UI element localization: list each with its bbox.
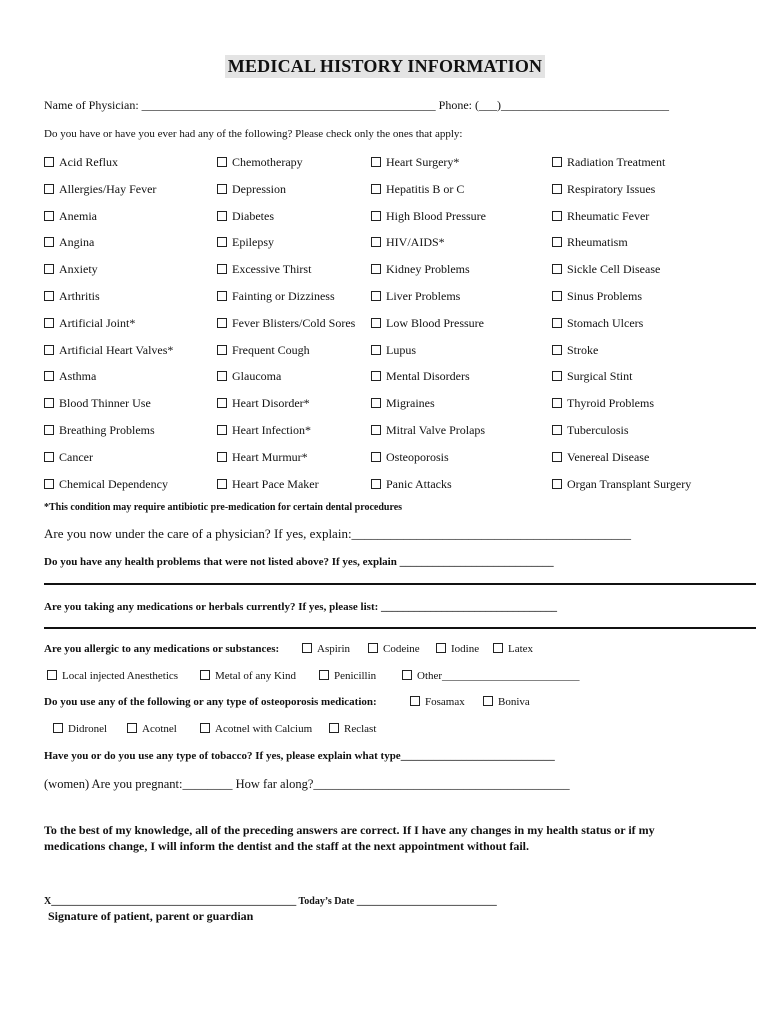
condition-item[interactable]	[217, 289, 335, 304]
condition-item[interactable]	[44, 369, 96, 384]
checkbox[interactable]	[552, 318, 562, 328]
question-health-problems[interactable]: Do you have any health problems that were not listed above? If yes, explain ____________________________	[44, 556, 554, 568]
condition-label: Diabetes	[232, 208, 274, 223]
condition-label: Lupus	[386, 342, 416, 357]
divider-1	[44, 583, 756, 585]
allergy-option-local-anesthetics[interactable]: Local injected Anesthetics	[47, 670, 178, 682]
checkbox[interactable]	[217, 371, 227, 381]
condition-label: Low Blood Pressure	[386, 315, 484, 330]
checkbox[interactable]	[217, 291, 227, 301]
allergy-option-iodine[interactable]: Iodine	[436, 643, 479, 655]
checkbox[interactable]	[44, 318, 54, 328]
checkbox[interactable]	[217, 157, 227, 167]
checkbox[interactable]	[217, 184, 227, 194]
checkbox[interactable]	[552, 291, 562, 301]
condition-label: Anemia	[59, 208, 97, 223]
question-tobacco[interactable]: Have you or do you use any type of tobacco? If yes, please explain what type____________________________	[44, 750, 555, 762]
checkbox[interactable]	[552, 371, 562, 381]
condition-label: Glaucoma	[232, 369, 282, 384]
checkbox[interactable]	[44, 479, 54, 489]
condition-label: Fever Blisters/Cold Sores	[232, 315, 356, 330]
signature-label: Signature of patient, parent or guardian	[48, 909, 254, 923]
checkbox[interactable]	[127, 723, 137, 733]
condition-label: Rheumatism	[567, 235, 628, 250]
condition-item[interactable]	[217, 235, 274, 250]
condition-item[interactable]	[44, 289, 100, 304]
checkbox[interactable]	[329, 723, 339, 733]
condition-item[interactable]	[371, 477, 452, 492]
condition-item[interactable]	[217, 450, 308, 465]
checkbox[interactable]	[371, 398, 381, 408]
condition-label: Mental Disorders	[386, 369, 470, 384]
checkbox[interactable]	[552, 184, 562, 194]
checkbox[interactable]	[44, 211, 54, 221]
condition-item[interactable]	[371, 369, 470, 384]
condition-label: Mitral Valve Prolaps	[386, 423, 486, 437]
checkbox[interactable]	[371, 184, 381, 194]
condition-item[interactable]	[371, 209, 486, 224]
condition-item[interactable]	[371, 155, 459, 170]
condition-item[interactable]	[44, 209, 97, 224]
osteo-option-didronel[interactable]: Didronel	[53, 723, 107, 735]
condition-item[interactable]	[552, 289, 642, 304]
condition-item[interactable]	[552, 423, 629, 438]
checkbox[interactable]	[47, 670, 57, 680]
checkbox[interactable]	[371, 371, 381, 381]
osteo-option-reclast[interactable]: Reclast	[329, 723, 376, 735]
condition-item[interactable]	[552, 155, 665, 170]
checkbox[interactable]	[200, 670, 210, 680]
condition-item[interactable]	[552, 235, 628, 250]
condition-label: Organ Transplant Surgery	[567, 476, 692, 491]
checkbox[interactable]	[217, 345, 227, 355]
checkbox[interactable]	[371, 318, 381, 328]
condition-label: Tuberculosis	[567, 423, 629, 437]
condition-item[interactable]	[552, 316, 643, 331]
condition-item[interactable]	[44, 423, 155, 438]
checkbox[interactable]	[217, 425, 227, 435]
condition-item[interactable]	[371, 396, 435, 411]
condition-item[interactable]	[371, 289, 460, 304]
condition-label: Arthritis	[59, 289, 100, 303]
checkbox[interactable]	[552, 211, 562, 221]
allergy-option-aspirin[interactable]: Aspirin	[302, 643, 350, 655]
signature-line[interactable]: X_________________________________________________ Today’s Date ____________________________	[44, 896, 497, 907]
checkbox[interactable]	[552, 157, 562, 167]
condition-item[interactable]	[44, 343, 173, 358]
checkbox[interactable]	[319, 670, 329, 680]
checkbox[interactable]	[44, 264, 54, 274]
condition-item[interactable]	[44, 450, 93, 465]
condition-label: Depression	[232, 181, 286, 196]
instructions: Do you have or have you ever had any of the following? Please check only the ones that apply:	[44, 128, 463, 140]
condition-label: Acid Reflux	[59, 155, 118, 169]
condition-item[interactable]	[552, 343, 598, 358]
allergy-option-codeine[interactable]: Codeine	[368, 643, 420, 655]
condition-item[interactable]	[44, 477, 168, 492]
condition-label: Stroke	[567, 342, 599, 357]
question-physician-care[interactable]: Are you now under the care of a physician? If yes, explain:___________________________________________	[44, 526, 632, 541]
condition-label: Excessive Thirst	[232, 262, 312, 277]
checkbox[interactable]	[371, 452, 381, 462]
allergy-option-other[interactable]: Other_________________________	[402, 670, 580, 682]
condition-label: Sinus Problems	[567, 289, 643, 303]
condition-item[interactable]	[44, 396, 151, 411]
condition-item[interactable]	[552, 369, 632, 384]
checkbox[interactable]	[371, 291, 381, 301]
condition-label: Heart Infection*	[232, 423, 311, 437]
osteo-option-acotnel[interactable]: Acotnel	[127, 723, 177, 735]
condition-item[interactable]	[217, 343, 310, 358]
condition-label: Heart Surgery*	[386, 155, 460, 169]
checkbox[interactable]	[217, 264, 227, 274]
condition-item[interactable]	[371, 450, 449, 465]
footnote: *This condition may require antibiotic pre-medication for certain dental procedures	[44, 502, 403, 513]
checkbox[interactable]	[44, 291, 54, 301]
condition-label: HIV/AIDS*	[386, 235, 445, 250]
checkbox[interactable]	[371, 479, 381, 489]
condition-label: Migraines	[386, 396, 435, 411]
checkbox[interactable]	[217, 237, 227, 247]
condition-item[interactable]	[217, 369, 281, 384]
question-pregnant[interactable]: (women) Are you pregnant:________ How far along?_________________________________________	[44, 777, 570, 791]
condition-item[interactable]	[217, 316, 355, 331]
question-allergic: Are you allergic to any medications or substances:	[44, 643, 280, 655]
osteo-option-boniva[interactable]: Boniva	[483, 696, 530, 708]
condition-item[interactable]	[552, 182, 655, 197]
checkbox[interactable]	[44, 184, 54, 194]
checkbox[interactable]	[483, 696, 493, 706]
checkbox[interactable]	[217, 211, 227, 221]
condition-item[interactable]	[217, 155, 303, 170]
form-title-wrap	[0, 55, 770, 78]
condition-item[interactable]	[371, 316, 484, 331]
condition-label: Surgical Stint	[567, 369, 633, 384]
condition-label: Chemotherapy	[232, 155, 303, 169]
condition-label: High Blood Pressure	[386, 208, 486, 223]
checkbox[interactable]	[552, 398, 562, 408]
checkbox[interactable]	[44, 157, 54, 167]
checkbox[interactable]	[552, 425, 562, 435]
checkbox[interactable]	[552, 345, 562, 355]
checkbox[interactable]	[44, 452, 54, 462]
condition-label: Sickle Cell Disease	[567, 262, 661, 277]
question-osteoporosis: Do you use any of the following or any type of osteoporosis medication:	[44, 696, 377, 708]
condition-label: Epilepsy	[232, 235, 274, 250]
form-title: MEDICAL HISTORY INFORMATION	[225, 55, 545, 78]
condition-item[interactable]	[44, 155, 118, 170]
condition-label: Osteoporosis	[386, 449, 449, 464]
condition-item[interactable]	[44, 316, 135, 331]
checkbox[interactable]	[552, 479, 562, 489]
checkbox[interactable]	[44, 398, 54, 408]
checkbox[interactable]	[44, 371, 54, 381]
condition-label: Anxiety	[59, 262, 98, 277]
checkbox[interactable]	[371, 425, 381, 435]
checkbox[interactable]	[217, 398, 227, 408]
question-medications[interactable]: Are you taking any medications or herbals currently? If yes, please list: ________________________________	[44, 601, 558, 613]
condition-item[interactable]	[552, 209, 649, 224]
condition-label: Angina	[59, 235, 95, 250]
checkbox[interactable]	[44, 345, 54, 355]
condition-label: Rheumatic Fever	[567, 208, 650, 223]
condition-label: Artificial Joint*	[59, 315, 136, 330]
checkbox[interactable]	[436, 643, 446, 653]
condition-label: Cancer	[59, 449, 93, 464]
physician-line[interactable]: Name of Physician: _________________________________________________ Phone: (___)____________________________	[44, 98, 669, 112]
checkbox[interactable]	[44, 425, 54, 435]
condition-item[interactable]	[371, 423, 485, 438]
condition-label: Frequent Cough	[232, 342, 310, 357]
allergy-option-metal[interactable]: Metal of any Kind	[200, 670, 296, 682]
condition-label: Respiratory Issues	[567, 181, 656, 196]
condition-label: Heart Murmur*	[232, 449, 308, 464]
checkbox[interactable]	[552, 264, 562, 274]
checkbox[interactable]	[302, 643, 312, 653]
condition-label: Kidney Problems	[386, 262, 470, 277]
checkbox[interactable]	[371, 345, 381, 355]
condition-item[interactable]	[371, 235, 445, 250]
condition-label: Breathing Problems	[59, 423, 155, 437]
condition-label: Venereal Disease	[567, 449, 650, 464]
condition-label: Asthma	[59, 369, 97, 384]
condition-item[interactable]	[44, 182, 156, 197]
condition-label: Heart Disorder*	[232, 396, 310, 411]
checkbox[interactable]	[552, 452, 562, 462]
condition-item[interactable]	[44, 262, 98, 277]
condition-item[interactable]	[44, 235, 94, 250]
condition-label: Panic Attacks	[386, 476, 452, 491]
condition-label: Hepatitis B or C	[386, 181, 465, 196]
condition-label: Thyroid Problems	[567, 396, 654, 411]
condition-label: Artificial Heart Valves*	[59, 342, 174, 357]
condition-label: Heart Pace Maker	[232, 476, 319, 491]
condition-item[interactable]	[371, 182, 464, 197]
condition-item[interactable]	[217, 182, 286, 197]
condition-item[interactable]	[217, 423, 311, 438]
checkbox[interactable]	[493, 643, 503, 653]
checkbox[interactable]	[368, 643, 378, 653]
checkbox[interactable]	[371, 237, 381, 247]
osteo-option-acotnel-calcium[interactable]: Acotnel with Calcium	[200, 723, 312, 735]
checkbox[interactable]	[371, 264, 381, 274]
condition-item[interactable]	[217, 262, 311, 277]
checkbox[interactable]	[217, 452, 227, 462]
checkbox[interactable]	[217, 318, 227, 328]
checkbox[interactable]	[402, 670, 412, 680]
condition-label: Stomach Ulcers	[567, 315, 644, 330]
condition-item[interactable]	[552, 450, 649, 465]
condition-item[interactable]	[552, 477, 691, 492]
checkbox[interactable]	[217, 479, 227, 489]
condition-item[interactable]	[371, 262, 470, 277]
checkbox[interactable]	[371, 157, 381, 167]
condition-item[interactable]	[217, 396, 310, 411]
checkbox[interactable]	[44, 237, 54, 247]
condition-label: Blood Thinner Use	[59, 396, 151, 411]
divider-2	[44, 627, 756, 629]
allergy-option-penicillin[interactable]: Penicillin	[319, 670, 376, 682]
condition-item[interactable]	[552, 396, 654, 411]
condition-item[interactable]	[217, 477, 319, 492]
condition-label: Fainting or Dizziness	[232, 289, 335, 303]
checkbox[interactable]	[53, 723, 63, 733]
osteo-option-fosamax[interactable]: Fosamax	[410, 696, 465, 708]
condition-label: Liver Problems	[386, 289, 461, 303]
checkbox[interactable]	[371, 211, 381, 221]
condition-label: Chemical Dependency	[59, 476, 168, 491]
statement: To the best of my knowledge, all of the preceding answers are correct. If I have any changes in my health status or if my medications change, I will inform the dentist and the staff at the next appointment without fail.	[44, 823, 655, 853]
condition-item[interactable]	[217, 209, 274, 224]
checkbox[interactable]	[552, 237, 562, 247]
checkbox[interactable]	[410, 696, 420, 706]
allergy-option-latex[interactable]: Latex	[493, 643, 533, 655]
checkbox[interactable]	[200, 723, 210, 733]
condition-item[interactable]	[552, 262, 660, 277]
condition-label: Allergies/Hay Fever	[59, 181, 157, 196]
condition-label: Radiation Treatment	[567, 155, 666, 169]
condition-item[interactable]	[371, 343, 416, 358]
